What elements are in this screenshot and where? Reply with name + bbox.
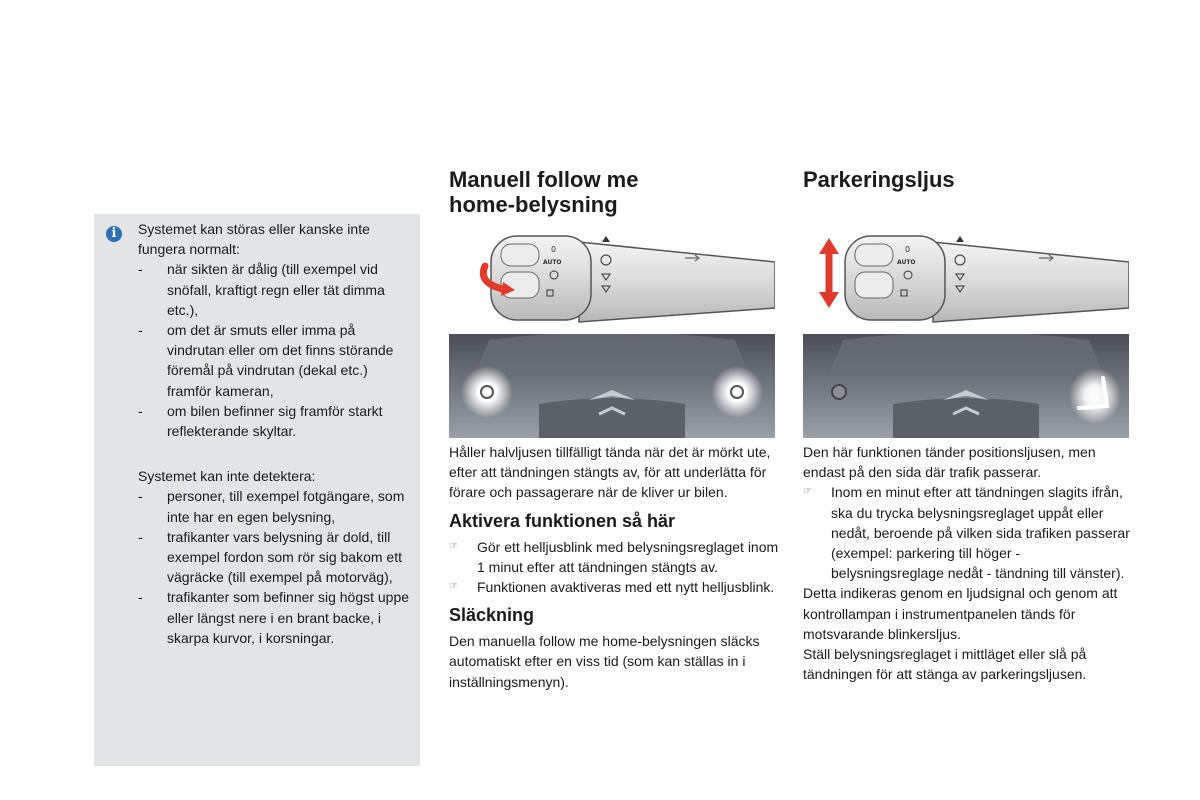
car-front-headlights-illustration xyxy=(449,334,775,438)
info-icon: i xyxy=(106,226,122,242)
info-text xyxy=(138,219,414,648)
manual-title xyxy=(449,168,779,230)
list-item: - trafikanter vars belysning är dold, till exempel fordon som rör sig bakom ett vägräcke (till exempel på motorväg), xyxy=(138,527,414,588)
activate-heading: Aktivera funktionen så här xyxy=(449,510,676,531)
parking-paragraph-3: Ställ belysningsreglaget i mittläget eller slå på tändningen för att stänga av parkeringsljusen. xyxy=(803,646,1087,683)
parking-light-glow xyxy=(1069,368,1121,424)
parking-paragraph: Den här funktionen tänder positionsljusen, men endast på den sida där trafik passerar. xyxy=(803,444,1096,481)
stalk-auto-label: AUTO xyxy=(543,259,562,266)
lighting-stalk-illustration xyxy=(449,230,775,326)
info-panel xyxy=(94,214,420,766)
parking-title: Parkeringsljus xyxy=(803,167,955,192)
activate-list xyxy=(449,537,779,598)
list-item: - personer, till exempel fotgängare, som inte har en egen belysning, xyxy=(138,486,414,526)
list-item: - om bilen befinner sig framför starkt reflekterande skyltar. xyxy=(138,401,414,441)
hand-pointer-icon: ☞ xyxy=(449,540,458,552)
off-heading: Släckning xyxy=(449,605,535,626)
list-item: - när sikten är dålig (till exempel vid snöfall, kraftigt regn eller tät dimma etc.), xyxy=(138,259,414,320)
stalk-zero-label: 0 xyxy=(551,245,557,254)
stalk-zero-label: 0 xyxy=(905,245,911,254)
list-item: ☞ Gör ett helljusblink med belysningsreglaget inom 1 minut efter att tändningen stängts av. xyxy=(449,538,779,575)
stalk-auto-label: AUTO xyxy=(897,259,916,266)
manual-title-line1: Manuell follow me xyxy=(449,167,639,192)
list-item: - trafikanter som befinner sig högst uppe eller längst nere i en brant backe, i skarpa kurvor, i korsningar. xyxy=(138,587,414,648)
arrow-up-icon xyxy=(602,236,610,242)
parking-list xyxy=(803,482,1133,583)
list-item: - om det är smuts eller imma på vindrutan eller om det finns störande föremål på vindrutan (dekal etc.) framför kameran, xyxy=(138,320,414,401)
list-item: ☞ Inom en minut efter att tändningen slagits ifrån, ska du trycka belysningsreglaget uppåt eller nedåt, beroende på vilken sida trafiken passerar (exempel: parkering till höger - belysningsreglage nedåt - tändning till vänster). xyxy=(803,484,1130,582)
manual-title-line2: home-belysning xyxy=(449,191,618,217)
parking-section xyxy=(803,168,1133,684)
hand-pointer-icon: ☞ xyxy=(803,486,812,498)
info-list xyxy=(138,259,414,441)
arrow-up-icon xyxy=(956,236,964,242)
car-front-parking-light-illustration xyxy=(803,334,1129,438)
parking-body xyxy=(803,442,1133,684)
info-intro: Systemet kan störas eller kanske inte fungera normalt: xyxy=(138,221,370,258)
hand-pointer-icon: ☞ xyxy=(449,581,458,593)
list-item: ☞ Funktionen avaktiveras med ett nytt helljusblink. xyxy=(449,577,779,597)
off-paragraph: Den manuella follow me home-belysningen släcks automatiskt efter en viss tid (som kan ställas in i inställningsmenyn). xyxy=(449,633,760,690)
info-intro-2: Systemet kan inte detektera: xyxy=(138,468,316,485)
parking-paragraph-2: Detta indikeras genom en ljudsignal och genom att kontrollampan i instrumentpanelen tänds för motsvarande blinkersljus. xyxy=(803,585,1118,642)
info-list-2 xyxy=(138,486,414,648)
manual-paragraph: Håller halvljusen tillfälligt tända när det är mörkt ute, efter att tändningen stängts av, för att underlätta för förare och passagerare när de kliver ur bilen. xyxy=(449,444,771,501)
lighting-stalk-illustration xyxy=(803,230,1129,326)
manual-body xyxy=(449,442,779,692)
manual-section xyxy=(449,168,779,692)
